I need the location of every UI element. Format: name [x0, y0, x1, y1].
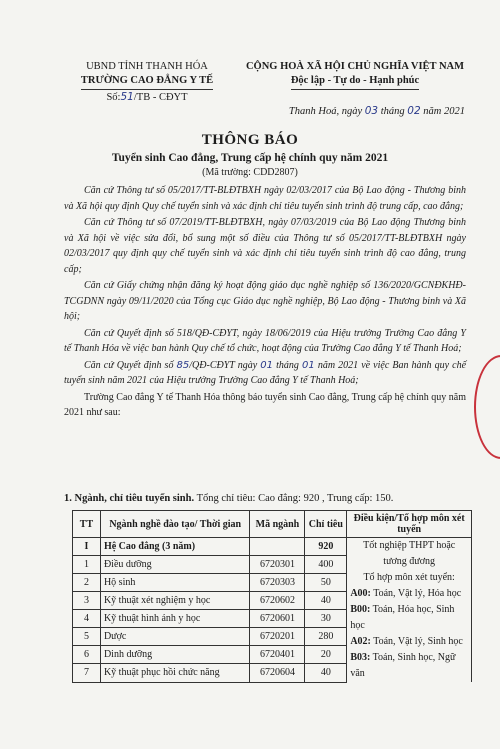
issuer-header	[62, 60, 232, 105]
document-subtitle: Tuyển sinh Cao đẳng, Trung cấp hệ chính quy năm 2021	[111, 152, 389, 164]
table-header-row	[73, 511, 472, 538]
red-seal-stamp	[474, 355, 500, 459]
col-header-tt: TT	[73, 511, 101, 538]
document-number: Số:51/TB - CĐYT	[106, 91, 188, 103]
basis-paragraph: Căn cứ Thông tư số 07/2019/TT-BLĐTBXH, ngày 07/03/2019 của Bộ Lao động Thương binh và Xã hội về việc sửa đổi, bổ sung một số điều của Thông tư số 05/2017/TT-BLĐTBXH ngày 02/03/2017 quy định quy chế tuyển sinh và xác định chỉ tiêu tuyển sinh trình độ cao đẳng, trung cấp;	[64, 217, 466, 275]
table-row: 3 Kỹ thuật xét nghiệm y học 6720602 40	[73, 592, 472, 610]
cell-tt: I	[73, 538, 101, 556]
decision-paragraph: Căn cứ Quyết định số 85/QĐ-CĐYT ngày 01 tháng 01 năm 2021 về việc Ban hành quy chế tuyển sinh năm 2021 của Hiệu trưởng Trường Cao đẳng Y tế Thanh Hoá;	[64, 359, 467, 386]
announcement-paragraph: Trường Cao đẳng Y tế Thanh Hóa thông báo tuyển sinh Cao đẳng, Trung cấp hệ chính quy năm 2021 như sau:	[64, 391, 466, 418]
table-row: 5 Dược 6720201 280	[73, 628, 472, 646]
handwritten-decision-month: 01	[302, 359, 315, 371]
table-row: 7 Kỹ thuật phục hồi chức năng 6720604 40	[73, 664, 472, 682]
col-header-code: Mã ngành	[250, 511, 305, 538]
handwritten-month: 02	[407, 105, 421, 117]
table-row: 2 Hộ sinh 6720303 50	[73, 574, 472, 592]
combo-b00: B00: Toán, Hóa học, Sinh học	[350, 604, 455, 631]
basis-paragraph: Căn cứ Quyết định số 518/QĐ-CĐYT, ngày 18/06/2019 của Hiệu trưởng Trường Cao đẳng Y tế Thanh Hóa về việc ban hành Quy chế tổ chức, hoạt động của Trường Cao đẳng Y tế Thanh Hoá;	[64, 327, 466, 354]
handwritten-decision-number: 85	[176, 359, 190, 371]
issue-date: Thanh Hoá, ngày 03 tháng 02 năm 2021	[288, 105, 465, 117]
ministry-name: UBND TỈNH THANH HÓA	[86, 61, 208, 72]
combo-a02: A02: Toán, Vật lý, Sinh học	[350, 636, 463, 647]
national-motto: Độc lập - Tự do - Hạnh phúc	[291, 74, 419, 90]
cell-major: Hệ Cao đẳng (3 năm)	[100, 538, 250, 556]
table-row: 4 Kỹ thuật hình ảnh y học 6720601 30	[73, 610, 472, 628]
table-group-row	[73, 538, 472, 556]
enrollment-table	[72, 510, 472, 683]
school-name: TRƯỜNG CAO ĐẲNG Y TẾ	[81, 74, 213, 90]
combo-b03: B03: Toán, Sinh học, Ngữ văn	[350, 652, 456, 679]
col-header-major: Ngành nghề đào tạo/ Thời gian	[100, 511, 250, 538]
basis-paragraph: Căn cứ Thông tư số 05/2017/TT-BLĐTBXH ngày 02/03/2017 của Bộ Lao động - Thương binh và Xã hội quy định Quy chế tuyển sinh và xác định chỉ tiêu tuyển sinh trình độ trung cấp, cao đẳng;	[64, 185, 466, 212]
combo-a00: A00: Toán, Vật lý, Hóa học	[350, 588, 462, 599]
handwritten-number: 51	[120, 91, 134, 103]
table-row: 6 Dinh dưỡng 6720401 20	[73, 646, 472, 664]
national-header	[240, 60, 470, 90]
table-row: 1 Điều dưỡng 6720301 400	[73, 556, 472, 574]
section-heading: 1. Ngành, chỉ tiêu tuyển sinh. Tổng chỉ tiêu: Cao đẳng: 920 , Trung cấp: 150.	[64, 493, 394, 504]
basis-paragraph: Căn cứ Giấy chứng nhận đăng ký hoạt động giáo dục nghề nghiệp số 136/2020/GCNĐKHĐ-TCGDNN ngày 09/11/2020 của Tổng cục Giáo dục nghề nghiệp, Bộ Lao động - Thương binh và Xã hội;	[64, 280, 466, 322]
handwritten-decision-day: 01	[260, 359, 274, 371]
cell-code	[250, 538, 305, 556]
handwritten-day: 03	[364, 105, 379, 117]
cell-quota: 920	[305, 538, 347, 556]
country-name: CỘNG HOÀ XÃ HỘI CHỦ NGHĨA VIỆT NAM	[245, 61, 465, 72]
school-code: (Mã trường: CDD2807)	[202, 167, 298, 178]
col-header-quota: Chỉ tiêu	[305, 511, 347, 538]
legal-basis	[64, 183, 466, 422]
conditions-cell: Tốt nghiệp THPT hoặc tương đương Tổ hợp môn xét tuyển: A00: Toán, Vật lý, Hóa học B00: Toán, Hóa học, Sinh học A02: Toán, Vật lý, Sinh học B03: Toán, Sinh học, Ngữ văn	[347, 538, 472, 683]
col-header-conditions: Điều kiện/Tổ hợp môn xét tuyển	[347, 511, 472, 538]
document-title: THÔNG BÁO	[201, 132, 299, 148]
